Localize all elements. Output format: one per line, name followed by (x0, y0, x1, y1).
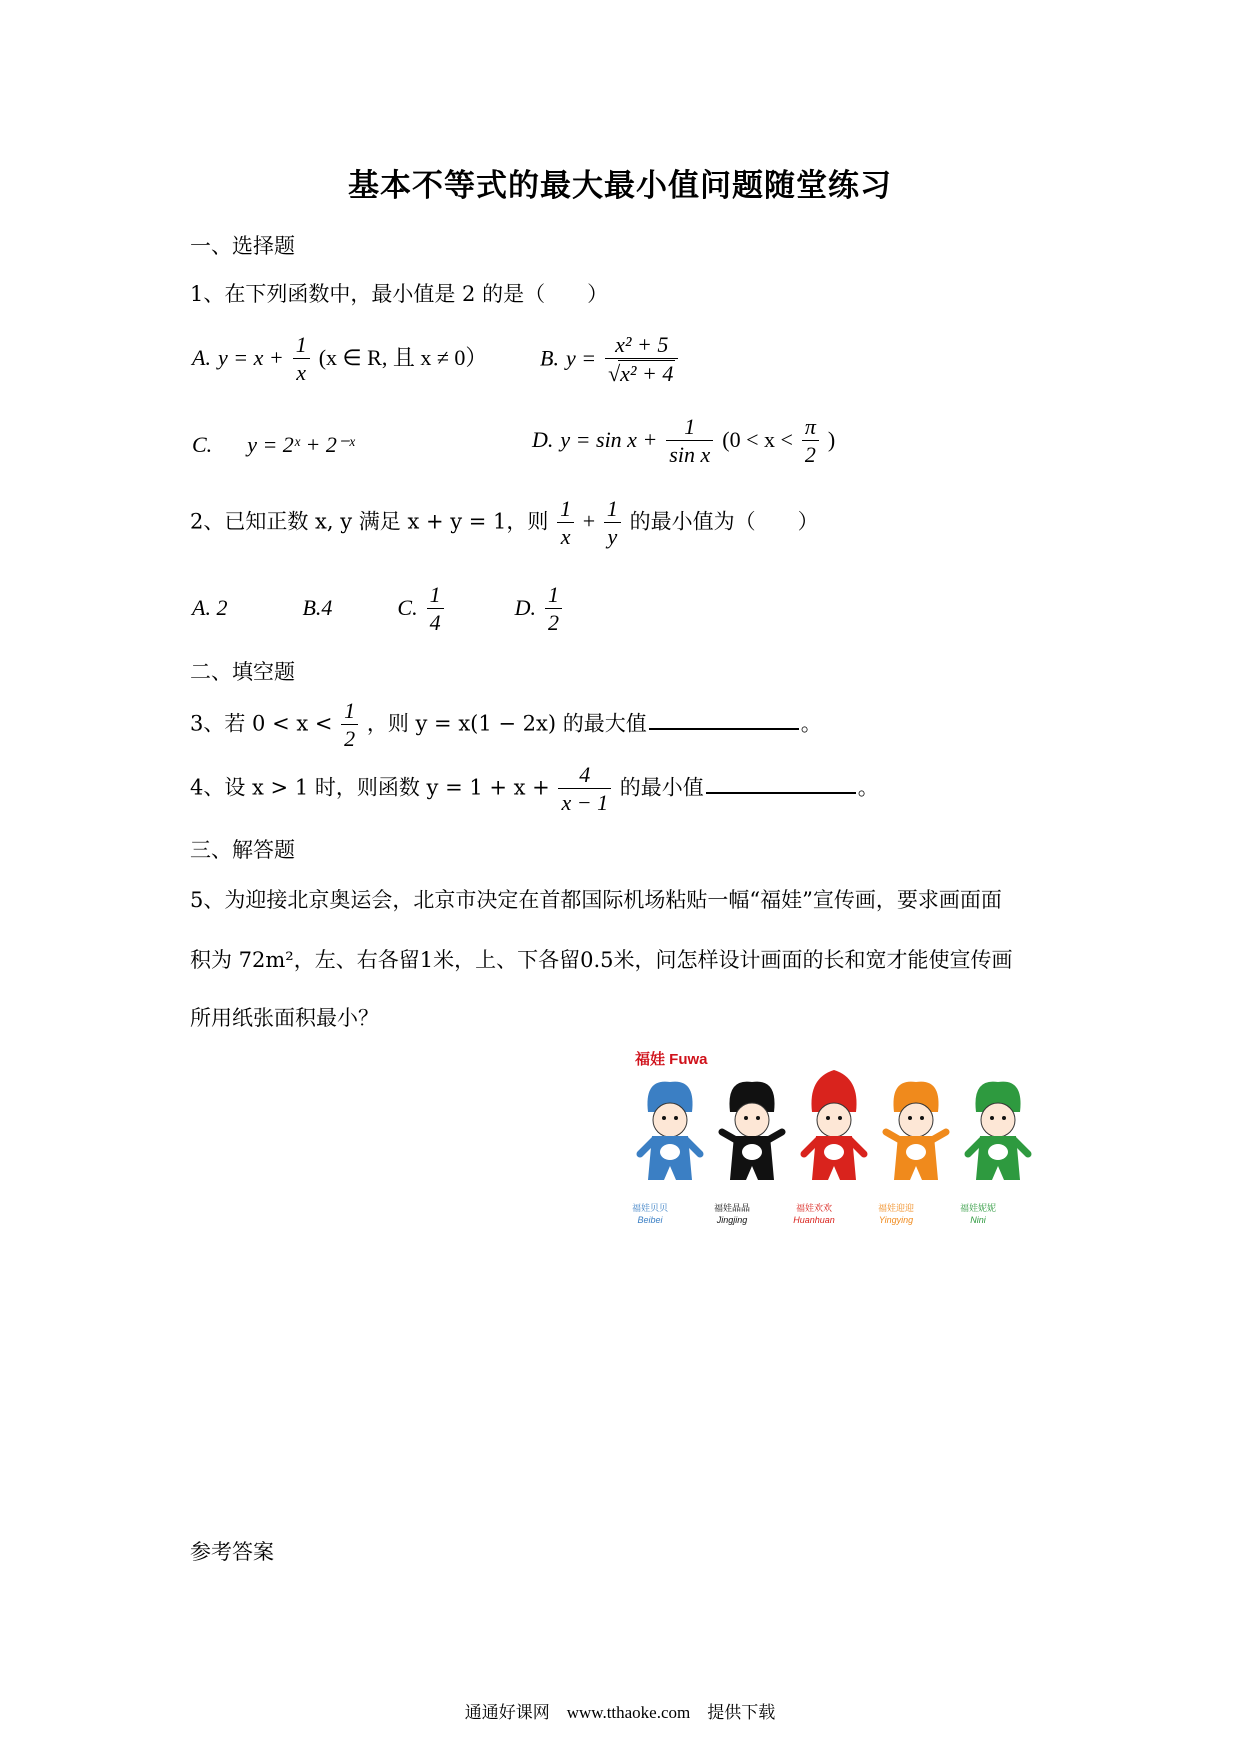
fuwa-mascot (722, 1082, 782, 1180)
answers-heading: 参考答案 (190, 1540, 274, 1564)
condition: (0 < x < (722, 426, 793, 452)
expr: y = x + (217, 344, 284, 370)
section-heading-solve: 三、解答题 (190, 838, 295, 862)
fuwa-name: 福娃欢欢 (795, 1203, 832, 1213)
page-title: 基本不等式的最大最小值问题随堂练习 (348, 168, 892, 204)
q2-prefix: 2、已知正数 x, y 满足 x + y = 1，则 (190, 509, 549, 534)
numerator: 1 (293, 332, 310, 359)
fuwa-caption (861, 1202, 931, 1226)
numerator: x² + 5 (605, 332, 678, 359)
fuwa-name: 福娃迎迎 (877, 1203, 914, 1213)
fuwa-caption (697, 1202, 767, 1226)
option-label: C. (192, 432, 213, 457)
fuwa-header: 福娃 Fuwa (635, 1051, 708, 1068)
q1-option-c (192, 432, 355, 458)
fuwa-mascot (804, 1070, 864, 1180)
numerator: 1 (341, 698, 358, 725)
denominator: 2 (804, 442, 816, 468)
expr: y = 2ˣ + 2⁻ˣ (247, 432, 355, 457)
q2-options (192, 582, 564, 636)
q2-option-b: B.4 (302, 594, 333, 620)
answer-blank (706, 791, 856, 794)
question-5-line-3: 所用纸张面积最小？ (190, 1006, 379, 1030)
fuwa-captions (631, 1202, 1040, 1238)
fuwa-pinyin: Jingjing (716, 1215, 748, 1225)
numerator: 1 (666, 414, 713, 441)
numerator: 1 (427, 582, 444, 609)
question-3 (190, 698, 822, 752)
fuwa-mascot (968, 1082, 1028, 1180)
denominator: x (296, 360, 307, 386)
fuwa-name: 福娃妮妮 (959, 1203, 996, 1213)
fuwa-pinyin: Huanhuan (793, 1215, 835, 1225)
denominator: 4 (429, 610, 441, 636)
q2-option-a: A. 2 (192, 594, 228, 620)
fuwa-caption (615, 1202, 685, 1226)
denominator: sin x (669, 442, 711, 468)
q4-prefix: 4、设 x > 1 时，则函数 y = 1 + x + (190, 775, 550, 800)
q1-option-b: B. y = $\frac{\text{x² + 5}}{\text{√x² + 4}}$ (540, 332, 680, 387)
q4-end: 。 (857, 775, 879, 800)
fuwa-pinyin: Nini (970, 1215, 986, 1225)
fuwa-caption (779, 1202, 849, 1226)
question-2 (190, 496, 819, 550)
fuwa-pinyin: Yingying (878, 1215, 914, 1225)
fuwa-mascot (886, 1082, 946, 1180)
option-label: D. (532, 426, 554, 452)
fuwa-name: 福娃贝贝 (631, 1203, 668, 1213)
option-label: B. (540, 345, 559, 371)
denominator: 2 (344, 726, 356, 752)
fuwa-caption (943, 1202, 1013, 1226)
denominator: y (607, 524, 618, 550)
q3-prefix: 3、若 0 < x < (190, 711, 333, 736)
question-4 (190, 762, 879, 816)
fuwa-mascot (640, 1082, 700, 1180)
q3-end: 。 (800, 711, 822, 736)
answer-blank (649, 727, 799, 730)
condition: (x ∈ R, 且 x ≠ 0） (318, 344, 488, 370)
q2-option-c-label: C. (397, 594, 418, 620)
numerator: 1 (557, 496, 574, 523)
section-heading-choice: 一、选择题 (190, 234, 295, 258)
close-paren: ) (827, 426, 836, 452)
denominator: 2 (547, 610, 559, 636)
numerator: 4 (558, 762, 611, 789)
question-5-line-1: 5、为迎接北京奥运会，北京市决定在首都国际机场粘贴一幅“福娃”宣传画，要求画面面 (190, 888, 1002, 912)
fuwa-name: 福娃晶晶 (713, 1203, 750, 1213)
q1-option-a (192, 332, 487, 386)
numerator: 1 (545, 582, 562, 609)
fuwa-mascots-illustration (630, 1070, 1050, 1220)
q1-option-d (532, 414, 835, 468)
q2-option-d-label: D. (514, 594, 536, 620)
denominator: x² + 4 (620, 361, 674, 387)
numerator: π (802, 414, 819, 441)
numerator: 1 (604, 496, 621, 523)
denominator: x (560, 524, 571, 550)
footer: 通通好课网 www.tthaoke.com 提供下载 (464, 1703, 776, 1722)
fuwa-pinyin: Beibei (637, 1215, 663, 1225)
plus: + (582, 508, 596, 534)
q2-suffix: 的最小值为（ ） (629, 509, 819, 534)
q3-suffix: ，则 y = x(1 − 2x) 的最大值 (366, 711, 647, 736)
section-heading-fill: 二、填空题 (190, 660, 295, 684)
expr: y = (565, 345, 597, 371)
question-5-line-2: 积为 72m²，左、右各留1米，上、下各留0.5米，问怎样设计画面的长和宽才能使宣传画 (190, 948, 1013, 972)
denominator: x − 1 (561, 790, 609, 816)
option-label: A. (192, 344, 211, 370)
expr: y = sin x + (560, 426, 658, 452)
q4-suffix: 的最小值 (619, 775, 704, 800)
question-1: 1、在下列函数中，最小值是 2 的是（ ） (190, 282, 609, 306)
